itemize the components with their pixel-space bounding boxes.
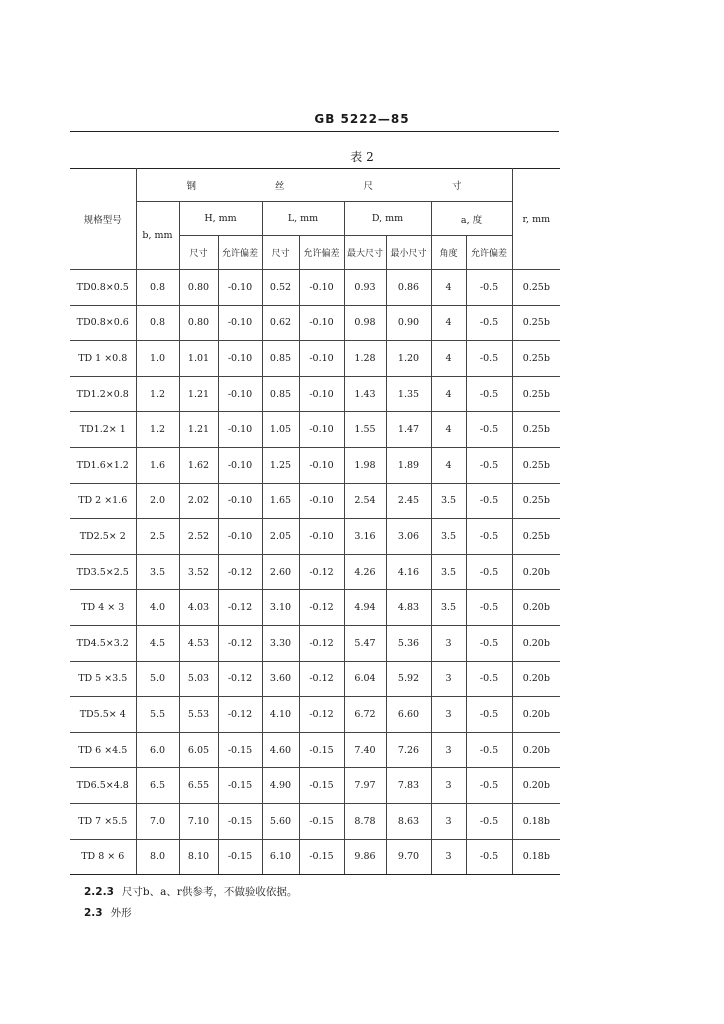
cell-a: 4 bbox=[431, 341, 466, 377]
cell-H-tol: -0.10 bbox=[218, 270, 262, 306]
cell-r: 0.25b bbox=[512, 305, 560, 341]
cell-H: 2.02 bbox=[179, 483, 218, 519]
cell-D-max: 1.28 bbox=[344, 341, 386, 377]
table-row bbox=[70, 803, 560, 839]
cell-H-tol: -0.12 bbox=[218, 625, 262, 661]
wire-dimensions-table bbox=[70, 168, 560, 875]
cell-r: 0.25b bbox=[512, 447, 560, 483]
table-row bbox=[70, 376, 560, 412]
cell-D-max: 7.97 bbox=[344, 768, 386, 804]
cell-a-tol: -0.5 bbox=[466, 590, 512, 626]
cell-a: 3 bbox=[431, 839, 466, 875]
cell-a-tol: -0.5 bbox=[466, 625, 512, 661]
table-row bbox=[70, 661, 560, 697]
cell-a-tol: -0.5 bbox=[466, 412, 512, 448]
cell-model: TD5.5× 4 bbox=[70, 697, 136, 733]
cell-L: 3.30 bbox=[262, 625, 299, 661]
cell-L-tol: -0.15 bbox=[299, 803, 344, 839]
cell-b: 1.2 bbox=[136, 412, 179, 448]
cell-L-tol: -0.10 bbox=[299, 412, 344, 448]
table-row bbox=[70, 732, 560, 768]
cell-a: 3.5 bbox=[431, 519, 466, 555]
cell-H: 1.21 bbox=[179, 376, 218, 412]
header-D: D, mm bbox=[344, 202, 431, 236]
cell-D-max: 8.78 bbox=[344, 803, 386, 839]
cell-L-tol: -0.12 bbox=[299, 590, 344, 626]
cell-L: 3.10 bbox=[262, 590, 299, 626]
sub-H-size: 尺寸 bbox=[179, 236, 218, 270]
cell-L-tol: -0.12 bbox=[299, 697, 344, 733]
cell-a: 4 bbox=[431, 376, 466, 412]
cell-D-min: 7.26 bbox=[386, 732, 431, 768]
cell-H: 1.01 bbox=[179, 341, 218, 377]
cell-r: 0.18b bbox=[512, 839, 560, 875]
cell-r: 0.18b bbox=[512, 803, 560, 839]
cell-D-max: 7.40 bbox=[344, 732, 386, 768]
table-row bbox=[70, 519, 560, 555]
table-row bbox=[70, 483, 560, 519]
cell-H: 0.80 bbox=[179, 270, 218, 306]
cell-a: 4 bbox=[431, 305, 466, 341]
cell-L: 4.60 bbox=[262, 732, 299, 768]
cell-D-max: 0.98 bbox=[344, 305, 386, 341]
cell-model: TD 7 ×5.5 bbox=[70, 803, 136, 839]
table-title: 表 2 bbox=[350, 150, 374, 164]
cell-b: 2.5 bbox=[136, 519, 179, 555]
cell-L-tol: -0.12 bbox=[299, 661, 344, 697]
table-row bbox=[70, 839, 560, 875]
table-row bbox=[70, 625, 560, 661]
cell-L: 2.60 bbox=[262, 554, 299, 590]
cell-a-tol: -0.5 bbox=[466, 341, 512, 377]
cell-H: 5.53 bbox=[179, 697, 218, 733]
cell-H-tol: -0.12 bbox=[218, 590, 262, 626]
cell-r: 0.20b bbox=[512, 625, 560, 661]
cell-b: 6.5 bbox=[136, 768, 179, 804]
cell-a-tol: -0.5 bbox=[466, 483, 512, 519]
cell-L: 0.85 bbox=[262, 341, 299, 377]
cell-H-tol: -0.10 bbox=[218, 483, 262, 519]
cell-r: 0.25b bbox=[512, 376, 560, 412]
header-b: b, mm bbox=[136, 202, 179, 270]
table-body bbox=[70, 270, 560, 875]
cell-a-tol: -0.5 bbox=[466, 768, 512, 804]
table-row bbox=[70, 447, 560, 483]
table-row bbox=[70, 305, 560, 341]
cell-a-tol: -0.5 bbox=[466, 839, 512, 875]
cell-H: 6.05 bbox=[179, 732, 218, 768]
cell-L-tol: -0.10 bbox=[299, 305, 344, 341]
cell-H: 1.21 bbox=[179, 412, 218, 448]
cell-D-max: 3.16 bbox=[344, 519, 386, 555]
cell-H: 7.10 bbox=[179, 803, 218, 839]
cell-model: TD0.8×0.5 bbox=[70, 270, 136, 306]
cell-D-min: 5.36 bbox=[386, 625, 431, 661]
cell-L: 4.90 bbox=[262, 768, 299, 804]
cell-model: TD1.2×0.8 bbox=[70, 376, 136, 412]
cell-model: TD 2 ×1.6 bbox=[70, 483, 136, 519]
note-2-2-3-number: 2.2.3 bbox=[84, 886, 114, 898]
cell-D-max: 4.94 bbox=[344, 590, 386, 626]
cell-model: TD4.5×3.2 bbox=[70, 625, 136, 661]
section-2-3-number: 2.3 bbox=[84, 907, 103, 919]
cell-H-tol: -0.12 bbox=[218, 661, 262, 697]
cell-L: 1.25 bbox=[262, 447, 299, 483]
cell-H: 4.53 bbox=[179, 625, 218, 661]
cell-model: TD 1 ×0.8 bbox=[70, 341, 136, 377]
cell-b: 6.0 bbox=[136, 732, 179, 768]
cell-b: 2.0 bbox=[136, 483, 179, 519]
cell-r: 0.20b bbox=[512, 697, 560, 733]
cell-D-max: 4.26 bbox=[344, 554, 386, 590]
cell-a: 3 bbox=[431, 768, 466, 804]
cell-L: 0.62 bbox=[262, 305, 299, 341]
cell-D-min: 6.60 bbox=[386, 697, 431, 733]
cell-r: 0.20b bbox=[512, 768, 560, 804]
cell-L-tol: -0.10 bbox=[299, 447, 344, 483]
cell-L: 5.60 bbox=[262, 803, 299, 839]
cell-b: 4.0 bbox=[136, 590, 179, 626]
cell-model: TD 4 × 3 bbox=[70, 590, 136, 626]
cell-model: TD1.6×1.2 bbox=[70, 447, 136, 483]
cell-b: 1.2 bbox=[136, 376, 179, 412]
cell-D-max: 2.54 bbox=[344, 483, 386, 519]
cell-D-max: 1.43 bbox=[344, 376, 386, 412]
table-row bbox=[70, 270, 560, 306]
cell-a-tol: -0.5 bbox=[466, 661, 512, 697]
cell-a: 3 bbox=[431, 803, 466, 839]
cell-H-tol: -0.12 bbox=[218, 554, 262, 590]
header-r: r, mm bbox=[512, 169, 560, 270]
cell-model: TD6.5×4.8 bbox=[70, 768, 136, 804]
cell-b: 8.0 bbox=[136, 839, 179, 875]
sub-H-tol: 允许偏差 bbox=[218, 236, 262, 270]
cell-r: 0.20b bbox=[512, 554, 560, 590]
cell-D-min: 9.70 bbox=[386, 839, 431, 875]
cell-H-tol: -0.15 bbox=[218, 768, 262, 804]
cell-H-tol: -0.15 bbox=[218, 839, 262, 875]
cell-L: 0.85 bbox=[262, 376, 299, 412]
cell-D-max: 1.55 bbox=[344, 412, 386, 448]
cell-L-tol: -0.10 bbox=[299, 519, 344, 555]
cell-D-min: 5.92 bbox=[386, 661, 431, 697]
header-model: 规格型号 bbox=[70, 169, 136, 270]
cell-b: 1.0 bbox=[136, 341, 179, 377]
cell-a: 3.5 bbox=[431, 590, 466, 626]
cell-D-min: 8.63 bbox=[386, 803, 431, 839]
cell-L-tol: -0.10 bbox=[299, 341, 344, 377]
header-rule bbox=[70, 131, 559, 132]
cell-H: 0.80 bbox=[179, 305, 218, 341]
cell-H: 8.10 bbox=[179, 839, 218, 875]
cell-H: 4.03 bbox=[179, 590, 218, 626]
cell-r: 0.20b bbox=[512, 590, 560, 626]
section-2-3 bbox=[84, 905, 132, 920]
table-row bbox=[70, 768, 560, 804]
cell-model: TD1.2× 1 bbox=[70, 412, 136, 448]
cell-a: 3.5 bbox=[431, 483, 466, 519]
cell-D-max: 9.86 bbox=[344, 839, 386, 875]
cell-D-min: 3.06 bbox=[386, 519, 431, 555]
cell-L-tol: -0.10 bbox=[299, 270, 344, 306]
cell-a: 3 bbox=[431, 732, 466, 768]
sub-a-angle: 角度 bbox=[431, 236, 466, 270]
cell-L-tol: -0.10 bbox=[299, 376, 344, 412]
cell-a: 3 bbox=[431, 697, 466, 733]
cell-b: 0.8 bbox=[136, 270, 179, 306]
header-L: L, mm bbox=[262, 202, 344, 236]
cell-r: 0.25b bbox=[512, 519, 560, 555]
cell-D-min: 1.89 bbox=[386, 447, 431, 483]
cell-L-tol: -0.15 bbox=[299, 732, 344, 768]
cell-r: 0.20b bbox=[512, 661, 560, 697]
cell-D-min: 4.16 bbox=[386, 554, 431, 590]
table-row bbox=[70, 554, 560, 590]
cell-D-min: 7.83 bbox=[386, 768, 431, 804]
cell-L: 1.05 bbox=[262, 412, 299, 448]
cell-L-tol: -0.12 bbox=[299, 554, 344, 590]
cell-D-min: 1.35 bbox=[386, 376, 431, 412]
cell-a-tol: -0.5 bbox=[466, 697, 512, 733]
cell-D-max: 6.04 bbox=[344, 661, 386, 697]
cell-a: 3.5 bbox=[431, 554, 466, 590]
cell-L-tol: -0.15 bbox=[299, 839, 344, 875]
cell-a-tol: -0.5 bbox=[466, 803, 512, 839]
cell-L: 0.52 bbox=[262, 270, 299, 306]
sub-D-min: 最小尺寸 bbox=[386, 236, 431, 270]
header-a: a, 度 bbox=[431, 202, 512, 236]
cell-model: TD 8 × 6 bbox=[70, 839, 136, 875]
cell-L: 3.60 bbox=[262, 661, 299, 697]
cell-a-tol: -0.5 bbox=[466, 519, 512, 555]
cell-H-tol: -0.10 bbox=[218, 305, 262, 341]
cell-b: 5.0 bbox=[136, 661, 179, 697]
cell-D-min: 1.20 bbox=[386, 341, 431, 377]
cell-model: TD3.5×2.5 bbox=[70, 554, 136, 590]
cell-r: 0.25b bbox=[512, 412, 560, 448]
header-group: 钢 丝 尺 寸 bbox=[136, 169, 512, 202]
cell-L: 2.05 bbox=[262, 519, 299, 555]
cell-b: 5.5 bbox=[136, 697, 179, 733]
cell-L-tol: -0.10 bbox=[299, 483, 344, 519]
cell-model: TD 5 ×3.5 bbox=[70, 661, 136, 697]
cell-b: 1.6 bbox=[136, 447, 179, 483]
section-2-3-title: 外形 bbox=[110, 907, 132, 919]
cell-b: 0.8 bbox=[136, 305, 179, 341]
table-row bbox=[70, 412, 560, 448]
cell-D-max: 5.47 bbox=[344, 625, 386, 661]
cell-r: 0.20b bbox=[512, 732, 560, 768]
cell-H: 2.52 bbox=[179, 519, 218, 555]
cell-r: 0.25b bbox=[512, 483, 560, 519]
cell-L-tol: -0.12 bbox=[299, 625, 344, 661]
cell-a-tol: -0.5 bbox=[466, 447, 512, 483]
note-2-2-3 bbox=[84, 884, 297, 899]
cell-H: 3.52 bbox=[179, 554, 218, 590]
table-row bbox=[70, 341, 560, 377]
cell-r: 0.25b bbox=[512, 270, 560, 306]
cell-L: 1.65 bbox=[262, 483, 299, 519]
cell-D-max: 0.93 bbox=[344, 270, 386, 306]
sub-a-tol: 允许偏差 bbox=[466, 236, 512, 270]
sub-D-max: 最大尺寸 bbox=[344, 236, 386, 270]
cell-H-tol: -0.10 bbox=[218, 341, 262, 377]
cell-H: 1.62 bbox=[179, 447, 218, 483]
cell-L: 4.10 bbox=[262, 697, 299, 733]
cell-L: 6.10 bbox=[262, 839, 299, 875]
cell-D-min: 0.86 bbox=[386, 270, 431, 306]
cell-a-tol: -0.5 bbox=[466, 270, 512, 306]
cell-H-tol: -0.12 bbox=[218, 697, 262, 733]
cell-a: 3 bbox=[431, 625, 466, 661]
cell-H-tol: -0.10 bbox=[218, 412, 262, 448]
cell-b: 4.5 bbox=[136, 625, 179, 661]
cell-H: 5.03 bbox=[179, 661, 218, 697]
cell-a: 4 bbox=[431, 447, 466, 483]
cell-a-tol: -0.5 bbox=[466, 305, 512, 341]
cell-a: 3 bbox=[431, 661, 466, 697]
cell-D-min: 1.47 bbox=[386, 412, 431, 448]
table-row bbox=[70, 697, 560, 733]
cell-a: 4 bbox=[431, 412, 466, 448]
cell-D-min: 0.90 bbox=[386, 305, 431, 341]
cell-model: TD0.8×0.6 bbox=[70, 305, 136, 341]
sub-L-size: 尺寸 bbox=[262, 236, 299, 270]
cell-r: 0.25b bbox=[512, 341, 560, 377]
table-row bbox=[70, 590, 560, 626]
sub-L-tol: 允许偏差 bbox=[299, 236, 344, 270]
standard-code: GB 5222—85 bbox=[314, 112, 410, 126]
cell-H-tol: -0.10 bbox=[218, 519, 262, 555]
cell-model: TD 6 ×4.5 bbox=[70, 732, 136, 768]
cell-b: 3.5 bbox=[136, 554, 179, 590]
cell-a-tol: -0.5 bbox=[466, 554, 512, 590]
cell-H-tol: -0.15 bbox=[218, 803, 262, 839]
note-2-2-3-text: 尺寸b、a、r供参考，不做验收依据。 bbox=[121, 886, 298, 898]
cell-D-min: 4.83 bbox=[386, 590, 431, 626]
cell-a: 4 bbox=[431, 270, 466, 306]
header-H: H, mm bbox=[179, 202, 262, 236]
cell-a-tol: -0.5 bbox=[466, 376, 512, 412]
cell-H-tol: -0.10 bbox=[218, 447, 262, 483]
cell-model: TD2.5× 2 bbox=[70, 519, 136, 555]
cell-a-tol: -0.5 bbox=[466, 732, 512, 768]
cell-H: 6.55 bbox=[179, 768, 218, 804]
cell-H-tol: -0.10 bbox=[218, 376, 262, 412]
cell-L-tol: -0.15 bbox=[299, 768, 344, 804]
cell-D-max: 1.98 bbox=[344, 447, 386, 483]
cell-H-tol: -0.15 bbox=[218, 732, 262, 768]
cell-D-min: 2.45 bbox=[386, 483, 431, 519]
cell-D-max: 6.72 bbox=[344, 697, 386, 733]
cell-b: 7.0 bbox=[136, 803, 179, 839]
